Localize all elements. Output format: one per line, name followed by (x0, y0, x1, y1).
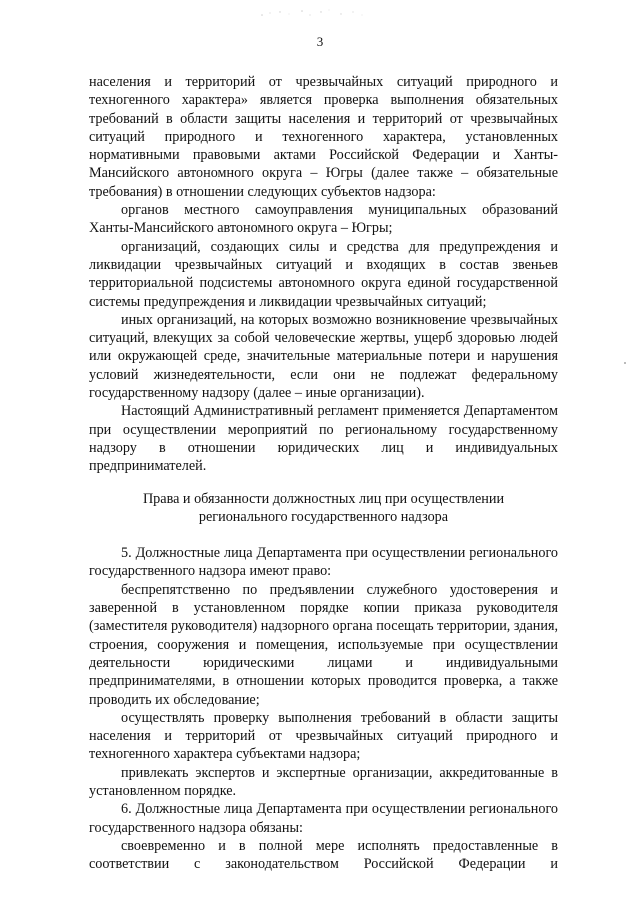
section-heading-line1: Права и обязанности должностных лиц при осуществлении (142, 490, 505, 507)
paragraph: организаций, создающих силы и средства для предупреждения и ликвидации чрезвычайных ситуаций и входящих в состав звеньев территориальной подсистемы автономного округа единой государственной системы предупреждения и ликвидации чрезвычайных ситуаций; (89, 238, 558, 310)
paragraph: иных организаций, на которых возможно возникновение чрезвычайных ситуаций, влекущих за собой человеческие жертвы, ущерб здоровью людей или окружающей среде, значительные материальные потери и нарушения условий жизнедеятельности, если они не подлежат федеральному государственному надзору (далее – иные организации). (89, 311, 558, 402)
paragraph: органов местного самоуправления муниципальных образований Ханты-Мансийского автономного округа – Югры; (89, 202, 558, 237)
section-heading (89, 490, 558, 527)
paragraph: Настоящий Административный регламент применяется Департаментом при осуществлении мероприятий по региональному государственному надзору в отношении юридических лиц и индивидуальных предпринимателей. (89, 403, 558, 475)
document-body (89, 73, 558, 873)
paragraph: беспрепятственно по предъявлении служебного удостоверения и заверенной в установленном порядке копии приказа руководителя (заместителя руководителя) надзорного органа посещать территории, здания, строения, сооружения и помещения, используемые при осуществлении деятельности юридическими лицами и индивидуальными предпринимателями, в отношении которых проводится проверка, а также проводить их обследование; (89, 581, 559, 708)
paragraph: 5. Должностные лица Департамента при осуществлении регионального государственного надзора имеют право: (89, 545, 558, 580)
scan-mark (624, 362, 626, 364)
paragraph: 6. Должностные лица Департамента при осуществлении регионального государственного надзора обязаны: (89, 801, 558, 836)
paragraph: своевременно и в полной мере исполнять предоставленные в соответствии с законодательством Российской Федерации и (89, 837, 558, 873)
paragraph: населения и территорий от чрезвычайных ситуаций природного и техногенного характера» является проверка выполнения обязательных требований в области защиты населения и территорий от чрезвычайных ситуаций природного и техногенного характера, установленных нормативными правовыми актами Российской Федерации и Ханты-Мансийского автономного округа – Югры (далее также – обязательные требования) в отношении следующих субъектов надзора: (89, 74, 558, 200)
scan-noise (258, 6, 368, 20)
paragraph: осуществлять проверку выполнения требований в области защиты населения и территорий от чрезвычайных ситуаций природного и техногенного характера субъектами надзора; (89, 709, 558, 763)
paragraph: привлекать экспертов и экспертные организации, аккредитованные в установленном порядке. (89, 764, 558, 799)
page-number: 3 (316, 34, 324, 49)
section-heading-line2: регионального государственного надзора (198, 508, 449, 525)
